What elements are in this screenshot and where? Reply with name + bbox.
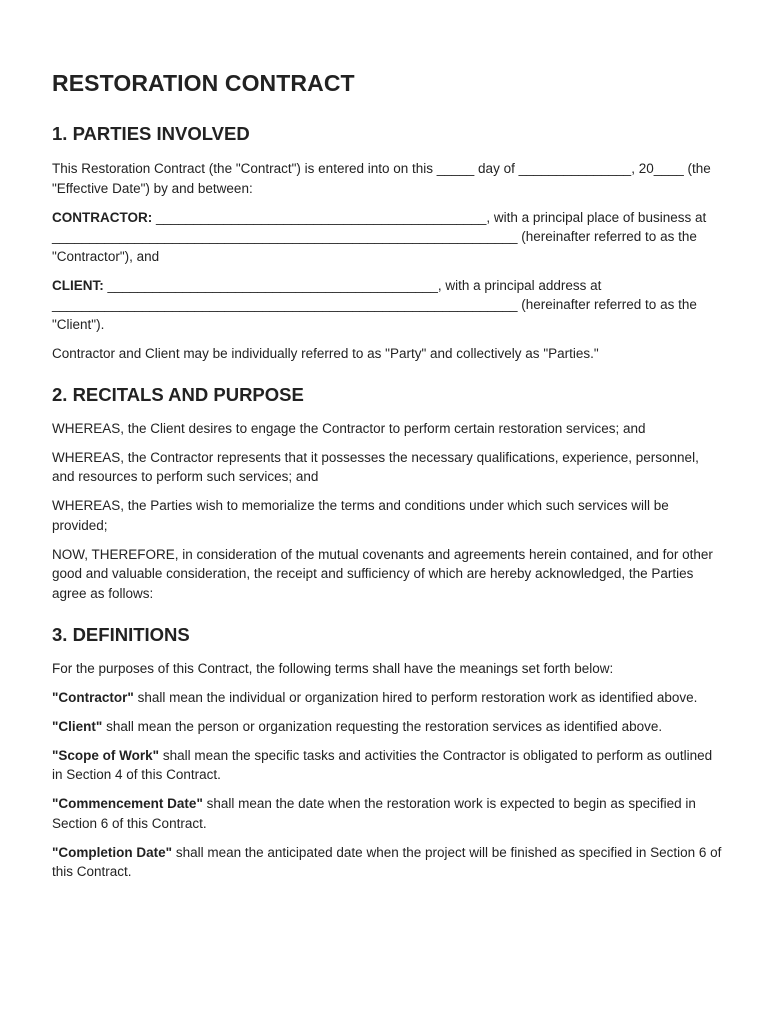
paragraph-text: WHEREAS, the Parties wish to memorialize the terms and conditions under which such services will be provided; xyxy=(52,498,669,533)
definition-commencement-date xyxy=(52,794,722,833)
definition-text: shall mean the specific tasks and activities the Contractor is obligated to perform as outlined in Section 4 of this Contract. xyxy=(52,747,713,782)
paragraph xyxy=(52,419,722,439)
paragraph-text: WHEREAS, the Client desires to engage the Contractor to perform certain restoration services; and xyxy=(52,420,646,436)
paragraph xyxy=(52,344,722,364)
definition-scope-of-work xyxy=(52,746,722,785)
paragraph-lead: CLIENT: xyxy=(52,277,104,293)
paragraph-text: NOW, THEREFORE, in consideration of the mutual covenants and agreements herein contained, and for other good and valuable consideration, the receipt and sufficiency of which are hereby acknowledged, the Parties agree as follows: xyxy=(52,546,713,601)
definition-client xyxy=(52,717,722,737)
section-spacer xyxy=(52,373,730,384)
paragraph-text: WHEREAS, the Contractor represents that it possesses the necessary qualifications, experience, personnel, and resources to perform such services; and xyxy=(52,449,699,484)
definition-term: "Contractor" xyxy=(52,689,134,705)
definition-text: shall mean the anticipated date when the project will be finished as specified in Section 6 of this Contract. xyxy=(52,844,722,879)
section-spacer xyxy=(52,613,730,624)
paragraph-lead: CONTRACTOR: xyxy=(52,209,153,225)
paragraph xyxy=(52,659,722,679)
paragraph-text: Contractor and Client may be individually referred to as "Party" and collectively as "Parties." xyxy=(52,345,599,361)
definition-completion-date xyxy=(52,843,722,882)
paragraph xyxy=(52,545,722,604)
section-heading: 1. PARTIES INVOLVED xyxy=(52,123,250,144)
section-heading: 3. DEFINITIONS xyxy=(52,623,190,645)
paragraph-text: ____________________________________________, with a principal address at ______________________________________________________________ (hereinafter referred to as the "Client"). xyxy=(52,277,697,332)
definition-text: shall mean the individual or organization hired to perform restoration work as identified above. xyxy=(133,689,698,705)
section-heading: 2. RECITALS AND PURPOSE xyxy=(52,383,304,405)
definition-text: shall mean the date when the restoration work is expected to begin as specified in Section 6 of this Contract. xyxy=(52,796,696,831)
definition-term: "Commencement Date" xyxy=(52,796,203,811)
definition-term: "Scope of Work" xyxy=(52,747,160,763)
document-title: RESTORATION CONTRACT xyxy=(52,70,355,96)
section-recitals-and-purpose xyxy=(52,384,730,604)
paragraph xyxy=(52,159,722,198)
paragraph-text: For the purposes of this Contract, the following terms shall have the meanings set forth below: xyxy=(52,660,614,676)
definition-term: "Completion Date" xyxy=(52,844,173,860)
paragraph xyxy=(52,496,722,535)
paragraph xyxy=(52,448,722,487)
paragraph-text: This Restoration Contract (the "Contract") is entered into on this _____ day of _______________, 20____ (the "Effective Date") by and between: xyxy=(52,161,711,196)
definition-text: shall mean the person or organization requesting the restoration services as identified above. xyxy=(102,718,663,734)
paragraph xyxy=(52,276,722,335)
paragraph xyxy=(52,208,722,267)
section-parties-involved xyxy=(52,123,730,363)
section-definitions xyxy=(52,624,730,882)
definition-term: "Client" xyxy=(52,718,103,734)
paragraph-text: ____________________________________________, with a principal place of business at ______________________________________________________________ (hereinafter referred to as the "Contractor"), and xyxy=(52,209,707,264)
definition-contractor xyxy=(52,688,722,708)
